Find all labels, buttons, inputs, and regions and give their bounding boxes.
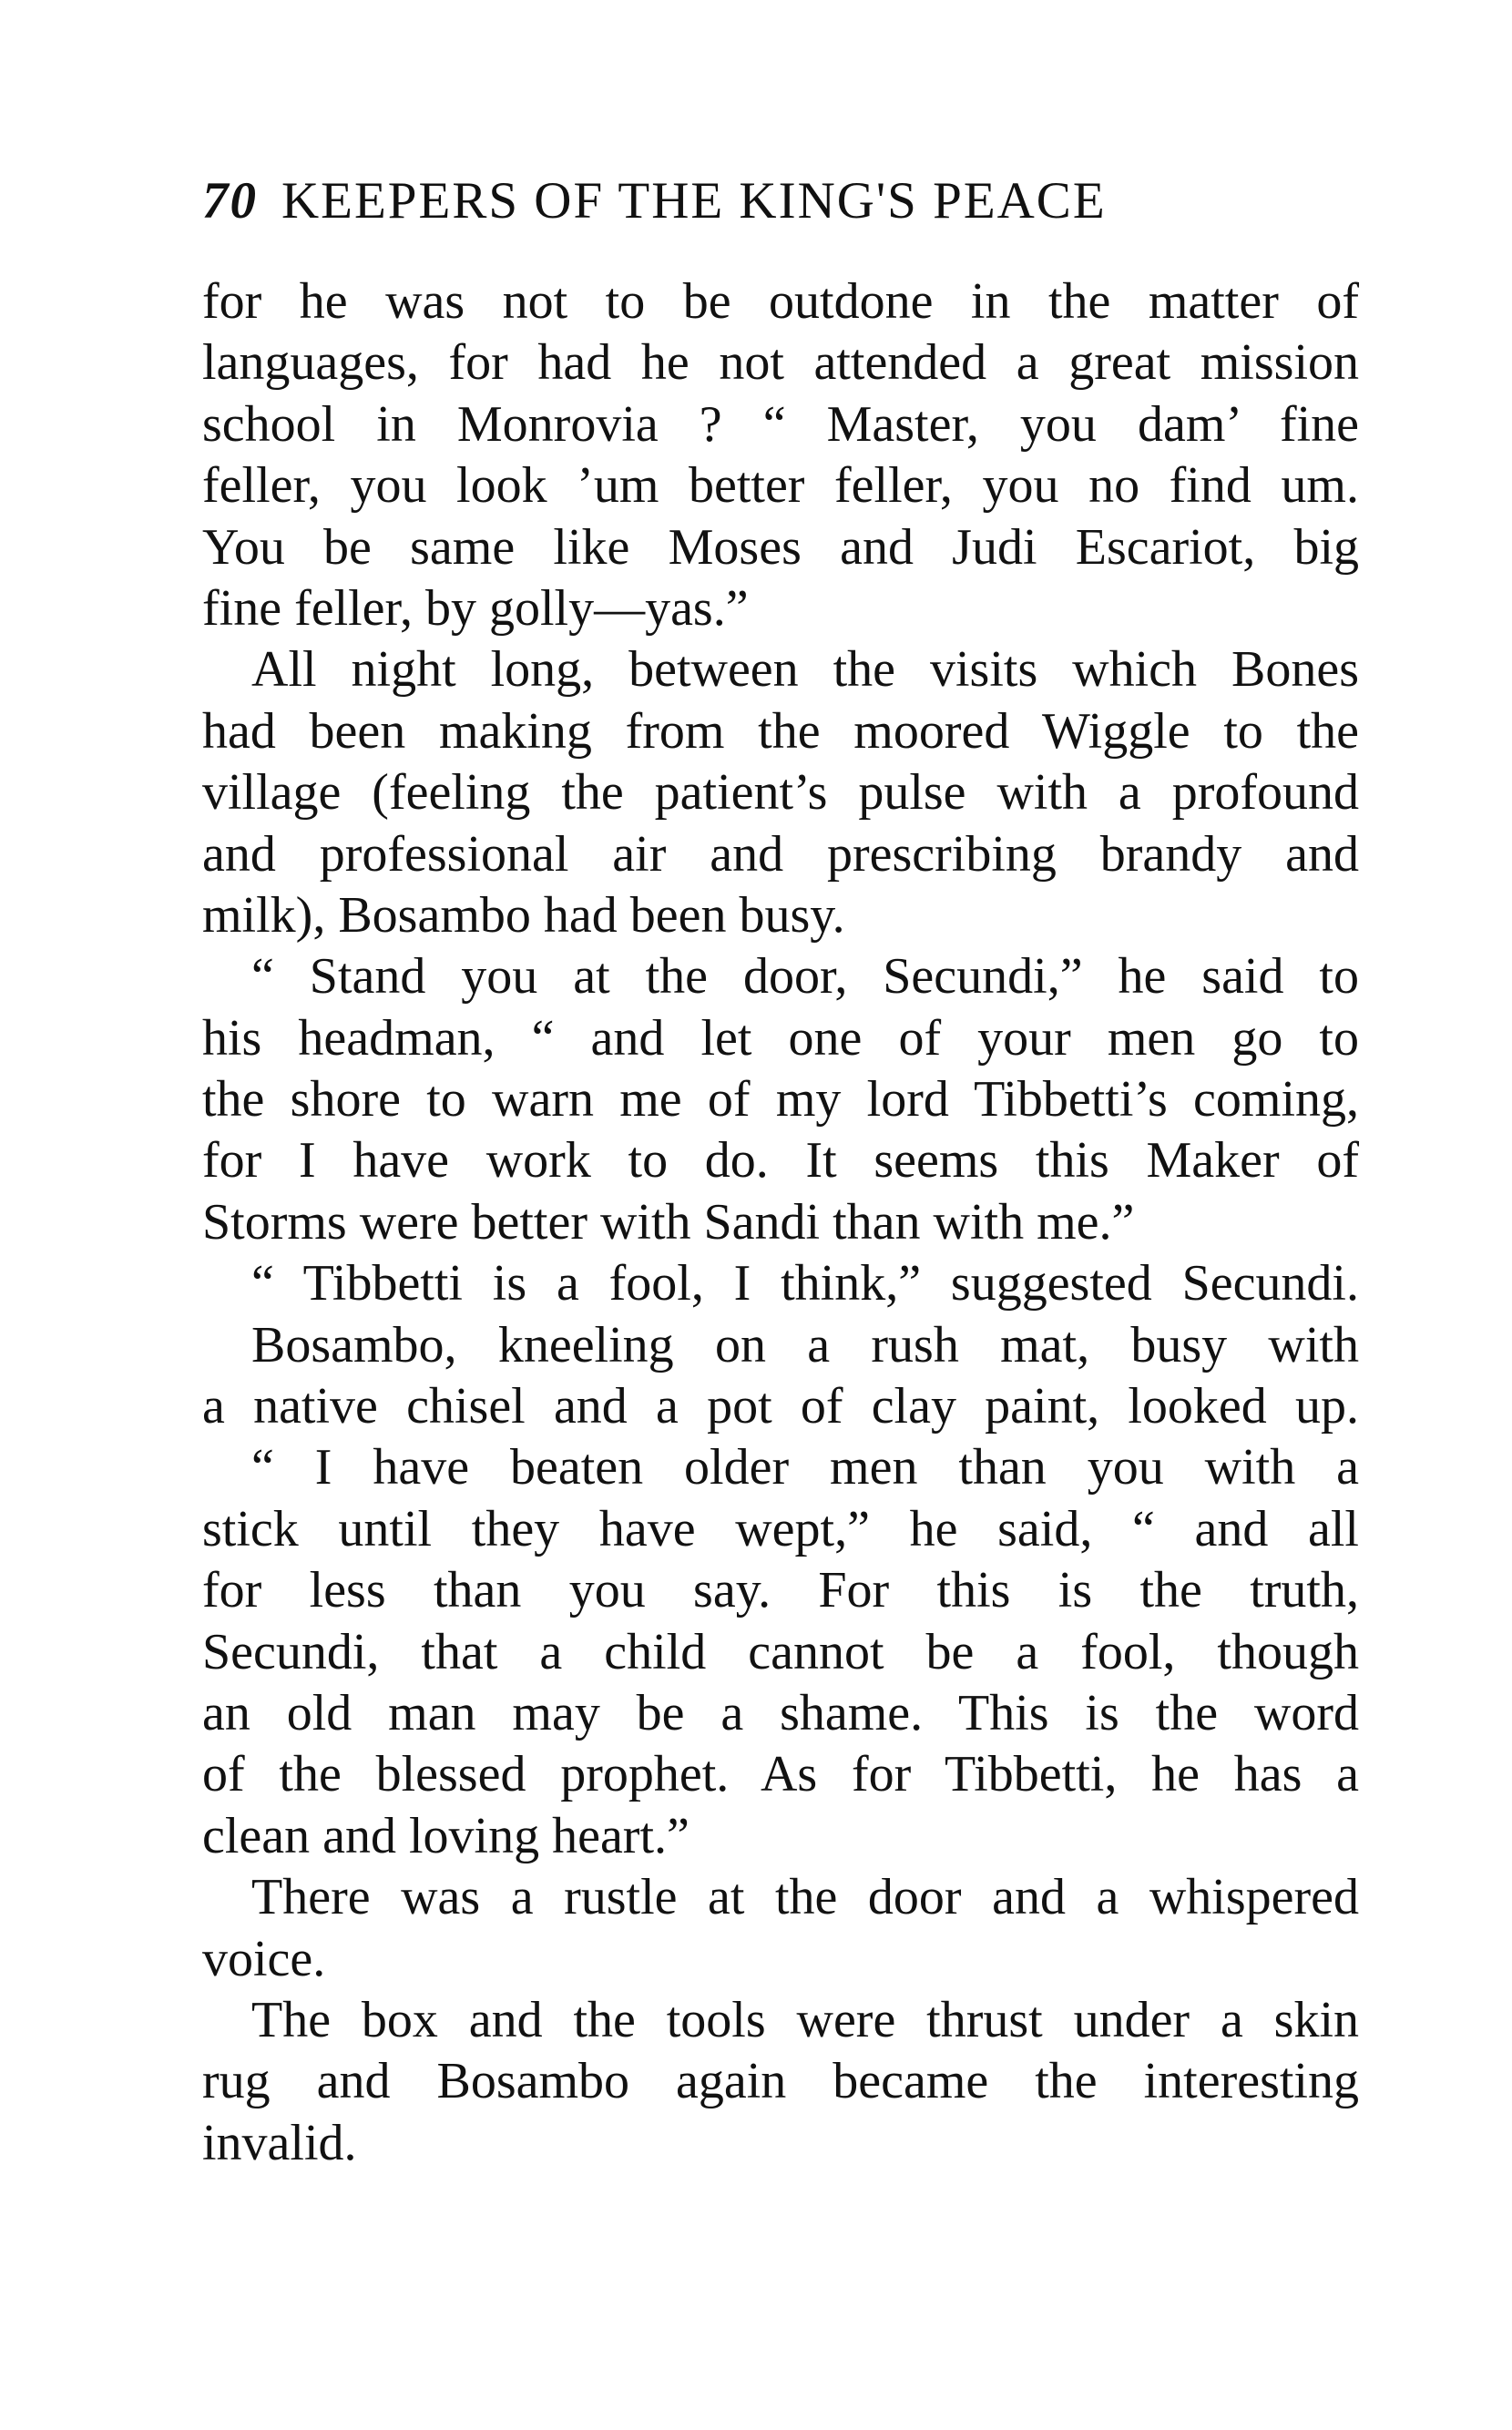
running-title: KEEPERS OF THE KING'S PEACE [281,172,1107,230]
body-text [202,271,1359,2174]
text-line: “ I have beaten older men than you with a [251,1439,1359,1496]
text-line: Secundi, that a child cannot be a fool, though [202,1623,1359,1680]
text-line: stick until they have wept,” he said, “ and all [202,1500,1359,1557]
text-line: The box and the tools were thrust under a skin [251,1991,1359,2048]
text-line: his headman, “ and let one of your men go to [202,1009,1359,1067]
text-line: feller, you look ’um better feller, you no find um. [202,457,1359,515]
text-line: village (feeling the patient’s pulse with a profound [202,764,1359,822]
text-line: for less than you say. For this is the truth, [202,1562,1359,1619]
text-line: voice. [202,1930,326,1987]
text-line: invalid. [202,2114,357,2171]
text-line: school in Monrovia ? “ Master, you dam’ fine [202,395,1359,453]
text-line: You be same like Moses and Judi Escariot, big [202,518,1359,576]
page-number: 70 [202,172,258,230]
text-line: had been making from the moored Wiggle to the [202,702,1359,760]
text-line: for he was not to be outdone in the matter of [202,273,1359,330]
text-line: an old man may be a shame. This is the word [202,1684,1359,1741]
text-line: the shore to warn me of my lord Tibbetti’s coming, [202,1071,1359,1128]
text-line: and professional air and prescribing brandy and [202,825,1359,883]
text-line: a native chisel and a pot of clay paint, looked up. [202,1378,1359,1435]
text-line: for I have work to do. It seems this Maker of [202,1132,1359,1189]
text-line: “ Stand you at the door, Secundi,” he said to [251,948,1359,1006]
text-line: Bosambo, kneeling on a rush mat, busy with [251,1316,1359,1373]
text-line: languages, for had he not attended a great mission [202,334,1359,392]
text-line: of the blessed prophet. As for Tibbetti, he has a [202,1746,1359,1803]
text-line: There was a rustle at the door and a whispered [251,1869,1359,1926]
text-line: Storms were better with Sandi than with me.” [202,1193,1135,1251]
text-line: milk), Bosambo had been busy. [202,886,845,944]
text-line: All night long, between the visits which Bones [251,641,1359,699]
running-header [202,171,1359,244]
text-line: fine feller, by golly—yas.” [202,579,749,637]
text-line: clean and loving heart.” [202,1807,690,1864]
text-line: rug and Bosambo again became the interesting [202,2053,1359,2110]
text-line: “ Tibbetti is a fool, I think,” suggested Secundi. [251,1255,1359,1312]
